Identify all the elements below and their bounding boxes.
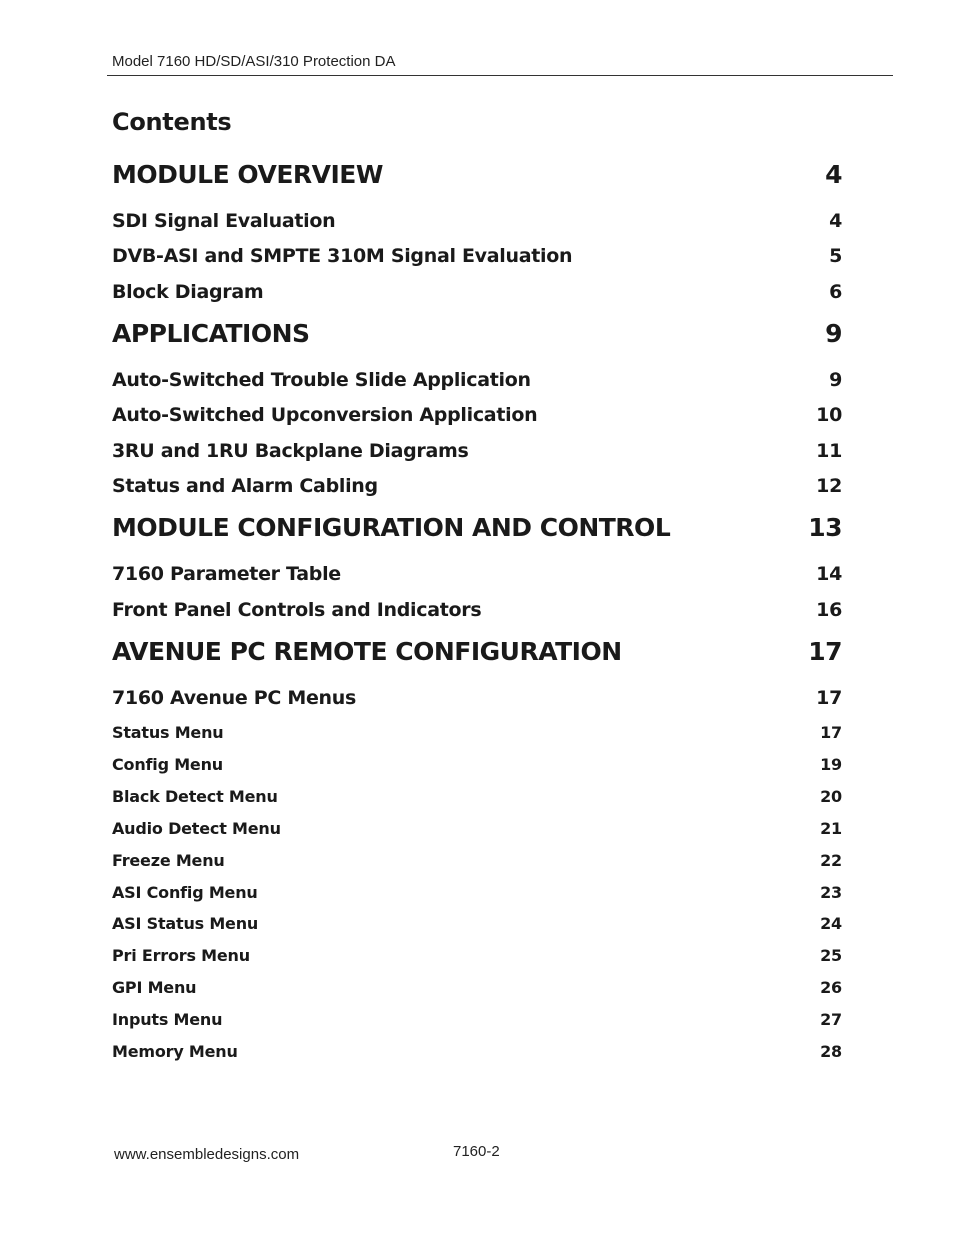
toc-entry-label: ASI Status Menu: [112, 914, 259, 933]
toc-entry-level2[interactable]: [112, 281, 842, 303]
toc-entry-label: Config Menu: [112, 755, 223, 774]
running-header: Model 7160 HD/SD/ASI/310 Protection DA: [112, 53, 396, 70]
toc-entry-level2[interactable]: [112, 687, 842, 709]
toc-entry-page: 17: [808, 637, 842, 666]
toc-entry-page: 6: [829, 281, 842, 303]
toc-entry-page: 16: [816, 599, 842, 621]
toc-entry-level3[interactable]: [112, 883, 842, 902]
toc-entry-page: 22: [820, 851, 842, 870]
toc-entry-page: 25: [820, 946, 842, 965]
toc-entry-page: 17: [820, 723, 842, 742]
toc-entry-level2[interactable]: [112, 210, 842, 232]
contents-title: Contents: [112, 108, 232, 136]
toc-entry-label: GPI Menu: [112, 978, 197, 997]
toc-entry-level2[interactable]: [112, 404, 842, 426]
toc-entry-page: 20: [820, 787, 842, 806]
toc-entry-level3[interactable]: [112, 851, 842, 870]
toc-entry-page: 9: [829, 369, 842, 391]
toc-entry-page: 9: [825, 319, 842, 348]
toc-entry-level3[interactable]: [112, 819, 842, 838]
toc-entry-page: 13: [808, 513, 842, 542]
toc-entry-label: Memory Menu: [112, 1042, 238, 1061]
toc-entry-level1[interactable]: [112, 319, 842, 348]
toc-entry-level1[interactable]: [112, 160, 842, 189]
header-divider: [107, 75, 893, 76]
toc-entry-level1[interactable]: [112, 637, 842, 666]
toc-entry-level2[interactable]: [112, 599, 842, 621]
toc-entry-page: 19: [820, 755, 842, 774]
toc-entry-label: AVENUE PC REMOTE CONFIGURATION: [112, 637, 622, 666]
footer-page-number: 7160-2: [453, 1143, 500, 1160]
toc-entry-level3[interactable]: [112, 978, 842, 997]
toc-entry-label: Audio Detect Menu: [112, 819, 281, 838]
toc-entry-label: Status Menu: [112, 723, 224, 742]
toc-entry-label: MODULE OVERVIEW: [112, 160, 383, 189]
toc-entry-page: 21: [820, 819, 842, 838]
toc-entry-label: MODULE CONFIGURATION AND CONTROL: [112, 513, 671, 542]
toc-entry-level1[interactable]: [112, 513, 842, 542]
toc-entry-label: 3RU and 1RU Backplane Diagrams: [112, 440, 469, 462]
toc-entry-page: 17: [816, 687, 842, 709]
toc-entry-level3[interactable]: [112, 723, 842, 742]
toc-entry-page: 28: [820, 1042, 842, 1061]
toc-entry-level2[interactable]: [112, 245, 842, 267]
toc-entry-label: ASI Config Menu: [112, 883, 258, 902]
toc-entry-label: SDI Signal Evaluation: [112, 210, 336, 232]
toc-entry-label: Freeze Menu: [112, 851, 225, 870]
toc-entry-label: Inputs Menu: [112, 1010, 223, 1029]
toc-entry-level2[interactable]: [112, 440, 842, 462]
toc-entry-label: 7160 Parameter Table: [112, 563, 341, 585]
toc-entry-label: APPLICATIONS: [112, 319, 310, 348]
toc-entry-level3[interactable]: [112, 1042, 842, 1061]
toc-entry-page: 27: [820, 1010, 842, 1029]
toc-entry-page: 4: [829, 210, 842, 232]
toc-entry-level3[interactable]: [112, 787, 842, 806]
toc-entry-level3[interactable]: [112, 755, 842, 774]
toc-entry-level3[interactable]: [112, 946, 842, 965]
toc-entry-page: 12: [816, 475, 842, 497]
toc-entry-label: Pri Errors Menu: [112, 946, 250, 965]
toc-entry-label: 7160 Avenue PC Menus: [112, 687, 356, 709]
toc-entry-page: 14: [816, 563, 842, 585]
toc-entry-page: 4: [825, 160, 842, 189]
toc-entry-label: Front Panel Controls and Indicators: [112, 599, 482, 621]
footer-website-link[interactable]: www.ensembledesigns.com: [114, 1146, 300, 1163]
toc-entry-label: Status and Alarm Cabling: [112, 475, 378, 497]
toc-entry-page: 24: [820, 914, 842, 933]
toc-entry-label: DVB-ASI and SMPTE 310M Signal Evaluation: [112, 245, 573, 267]
toc-entry-level2[interactable]: [112, 563, 842, 585]
toc-entry-label: Block Diagram: [112, 281, 264, 303]
toc-entry-level2[interactable]: [112, 369, 842, 391]
toc-entry-label: Auto-Switched Trouble Slide Application: [112, 369, 531, 391]
toc-entry-page: 10: [816, 404, 842, 426]
toc-entry-page: 26: [820, 978, 842, 997]
toc-entry-level3[interactable]: [112, 1010, 842, 1029]
toc-entry-level3[interactable]: [112, 914, 842, 933]
toc-entry-level2[interactable]: [112, 475, 842, 497]
toc-entry-label: Auto-Switched Upconversion Application: [112, 404, 538, 426]
toc-entry-page: 5: [829, 245, 842, 267]
toc-entry-page: 23: [820, 883, 842, 902]
toc-entry-label: Black Detect Menu: [112, 787, 278, 806]
toc-entry-page: 11: [816, 440, 842, 462]
